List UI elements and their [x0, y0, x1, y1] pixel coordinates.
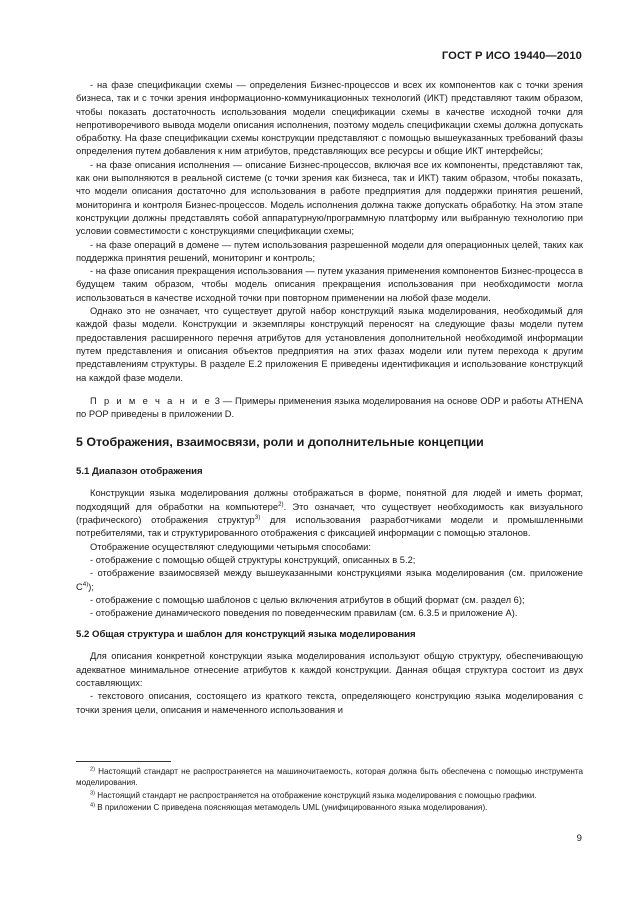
footnote-ref[interactable]: 4): [82, 580, 89, 588]
note: [76, 395, 583, 422]
page-header: ГОСТ Р ИСО 19440—2010: [441, 50, 582, 62]
paragraph: - на фазе спецификации схемы — определения Бизнес-процессов и всех их компонентов как с точки зрения бизнеса, так и с точки зрения информационно-коммуникационных технологий (ИКТ) представляют таким образом, чтобы показать достаточность использования модели спецификации схемы в качестве исходной точки для непротиворечивого вывода модели описания исполнения, поэтому модель спецификации схемы должна допускать обработку. На фазе спецификации схемы конструкции представляют с помощью вышеуказанных требований фазы определения путем добавления к ним атрибутов, представляющих все ресурсы и общие ИКТ интерфейсы;: [76, 80, 583, 157]
section-heading: 5 Отображения, взаимосвязи, роли и дополнительные концепции: [76, 435, 484, 450]
body-text: [76, 79, 583, 717]
list-item-text: - отображение взаимосвязей между вышеуказанными конструкциями языка моделирования (см. приложение С: [76, 568, 583, 592]
list-item: - отображение с помощью общей структуры конструкций, описанных в 5.2;: [90, 554, 416, 565]
paragraph: - на фазе описания исполнения — описание Бизнес-процессов, включая все их компоненты, представляют так, как они выполняются в реальной системе (с точки зрения как бизнеса, так и ИКТ) таким образом, чтобы показать, что модели описания достаточно для использования в работе предприятия для поддержки принятия решений, мониторинга и контроля Бизнес-процессов. Модель исполнения должна также допускать обработку. На этом этапе конструкции должны представлять собой аппаратурную/программную платформу или выбранную технологию при условии совместимости с конструкциями спецификации схемы;: [76, 159, 583, 237]
paragraph: - на фазе операций в домене — путем использования разрешенной модели для операционных целей, таких как поддержка принятия решений, мониторинг и контроль;: [76, 239, 583, 263]
paragraph-text: . Это означает, что существует необходимость как визуального (графического) отображения структур: [76, 501, 583, 526]
paragraph: Однако это не означает, что существует другой набор конструкций языка моделирования, необходимый для каждой фазы модели. Конструкции и экземпляры конструкций переносят на следующие фазы модели путем предоставления расширенного перечня атрибутов для установления дополнительной необходимой информации путем представления и описания объектов предприятия на этих фазах модели или путем перехода к другим представлениям структуры. В разделе Е.2 приложения Е приведены идентификация и использование конструкций на каждой фазе модели.: [76, 306, 583, 383]
footnote-ref[interactable]: 2): [278, 500, 284, 508]
paragraph-text: Конструкции языка моделирования должны отображаться в форме, понятной для людей и иметь формат, подходящий для обработки на компьютере: [76, 488, 583, 512]
footnote-text: В приложении С приведена поясняющая метамодель UML (унифицированного языка моделирования).: [94, 802, 488, 812]
paragraph: - на фазе описания прекращения использования — путем указания применения компонентов Бизнес-процесса в будущем таким образом, чтобы модель описания прекращения использования при необходимости могла использоваться в качестве исходной точки при повторном применении на любой фазе модели.: [76, 266, 583, 303]
paragraph: [76, 487, 583, 540]
footnote-ref[interactable]: 3): [254, 514, 261, 522]
subsection-heading: 5.1 Диапазон отображения: [76, 466, 203, 478]
note-label: П р и м е ч а н и е: [90, 395, 212, 406]
paragraph: Отображение осуществляют следующими четырьмя способами:: [90, 541, 371, 552]
footnote: [76, 766, 583, 789]
footnote: [76, 790, 583, 801]
list-item-text: );: [88, 581, 94, 592]
footnotes: [76, 761, 583, 814]
page-number: 9: [576, 833, 582, 844]
footnote-mark: 2): [90, 766, 95, 773]
paragraph: - текстового описания, состоящего из краткого текста, определяющего конструкцию языка моделирования с точки зрения цели, описания и намеченного использования и: [76, 691, 583, 715]
paragraph-text: для использования разработчиками модели и промышленными потребителями, так и структурированного отображения с фиксацией информации с помощью эталонов.: [76, 515, 583, 539]
list-item: - отображение динамического поведения по поведенческим правилам (см. 6.3.5 и приложение А).: [90, 608, 518, 619]
footnote-text: Настоящий стандарт не распространяется на машиночитаемость, которая должна быть обеспечена с помощью инструмента моделирования.: [76, 767, 583, 788]
list-item: - отображение с помощью шаблонов с целью включения атрибутов в общий формат (см. раздел 6);: [90, 594, 525, 605]
footnote-mark: 3): [90, 790, 95, 797]
subsection-heading: 5.2 Общая структура и шаблон для конструкций языка моделирования: [76, 629, 416, 641]
footnote-rule: [76, 761, 171, 762]
footnote-mark: 4): [90, 802, 95, 809]
footnote: [76, 802, 583, 813]
paragraph: Для описания конкретной конструкции языка моделирования используют общую структуру, обеспечивающую адекватное минимальное отнесение атрибутов к каждой конструкции. Данная общая структура состоит из двух составляющих:: [76, 651, 583, 688]
footnote-text: Настоящий стандарт не распространяется на отображение конструкций языка моделирования с помощью графики.: [94, 790, 537, 800]
list-item: [76, 567, 583, 594]
note-text: 3 — Примеры применения языка моделирования на основе ODP и работы ATHENA по POP приведены в приложении D.: [76, 395, 584, 420]
